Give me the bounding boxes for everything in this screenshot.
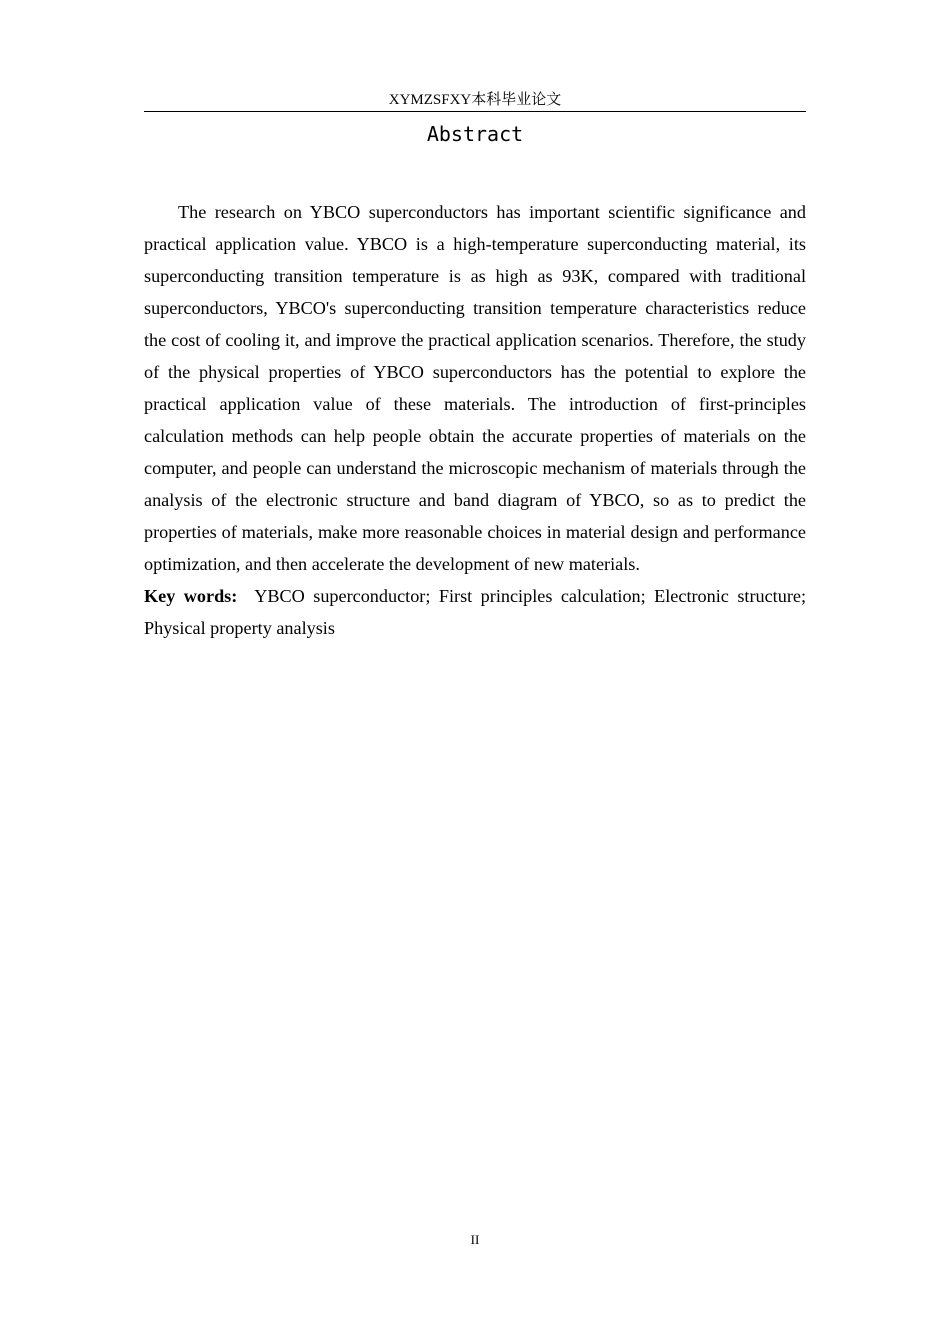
abstract-body (144, 196, 806, 644)
keywords-list: YBCO superconductor; First principles calculation; Electronic structure; Physical property analysis (144, 586, 807, 638)
abstract-paragraph: The research on YBCO superconductors has important scientific significance and practical application value. YBCO is a high-temperature superconducting material, its superconducting transition temperature is as high as 93K, compared with traditional superconductors, YBCO's superconducting transition temperature characteristics reduce the cost of cooling it, and improve the practical application scenarios. Therefore, the study of the physical properties of YBCO superconductors has the potential to explore the practical application value of these materials. The introduction of first-principles calculation methods can help people obtain the accurate properties of materials on the computer, and people can understand the microscopic mechanism of materials through the analysis of the electronic structure and band diagram of YBCO, so as to predict the properties of materials, make more reasonable choices in material design and performance optimization, and then accelerate the development of new materials. (144, 202, 806, 574)
page-title: Abstract (426, 122, 524, 146)
keywords-paragraph (144, 580, 806, 644)
header-divider (144, 111, 806, 112)
page-number: II (470, 1232, 480, 1247)
running-header: XYMZSFXY本科毕业论文 (388, 92, 562, 108)
keywords-label: Key words: (144, 586, 238, 606)
